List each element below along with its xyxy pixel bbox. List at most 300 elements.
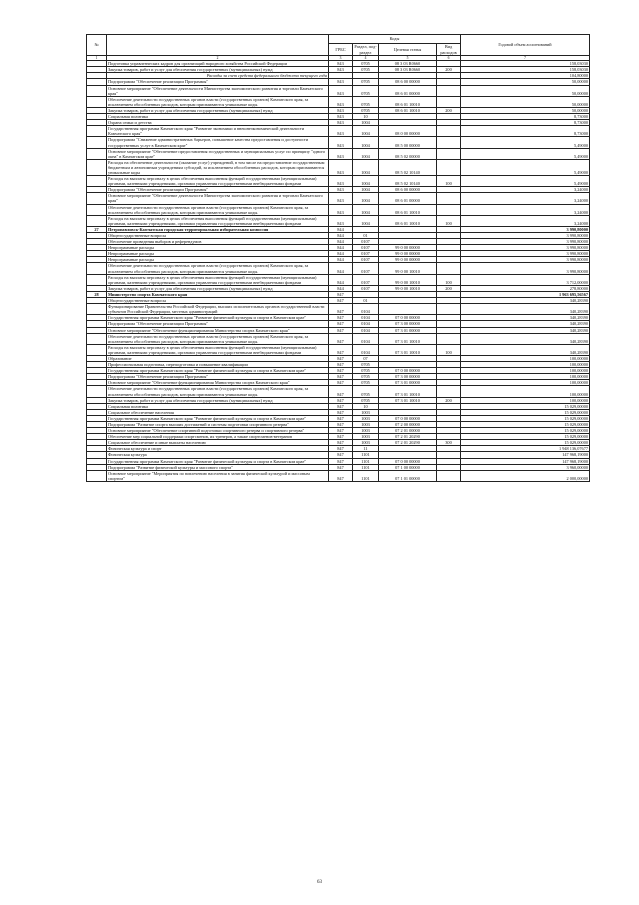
row-amount: 1 948 136,07677 [461, 446, 590, 452]
row-name: Закупка товаров, работ и услуг для обеспечения государственных (муниципальных) нужд [107, 107, 329, 113]
row-amount: 3 990,80000 [461, 245, 590, 251]
row-amount: 340,28390 [461, 321, 590, 327]
header-num: № [87, 35, 107, 56]
row-razdel: 0705 [353, 397, 379, 403]
row-grbs: 847 [329, 298, 353, 304]
row-grbs: 847 [329, 362, 353, 368]
row-name: Расходы за счет средств федерального бюджета текущего года [107, 73, 329, 79]
row-grbs: 847 [329, 452, 353, 458]
row-target: 99 0 00 10010 [379, 285, 437, 291]
row-number [87, 274, 107, 285]
row-name: Основное мероприятие "Обеспечение деятельности Министерства экономического развития и торговли Камчатского края" [107, 85, 329, 96]
row-name: Государственная программа Камчатского края "Развитие физической культуры и спорта в Камчатском крае" [107, 415, 329, 421]
row-razdel: 01 [353, 233, 379, 239]
row-grbs: 844 [329, 274, 353, 285]
row-name: Обеспечение деятельности государственных органов власти (государственных органов) Камчатского края, за исключением обособленных расходов, которым присваиваются уникальные коды. [107, 333, 329, 344]
row-razdel: 0104 [353, 344, 379, 355]
row-razdel: 0705 [353, 96, 379, 107]
row-razdel: 01 [353, 298, 379, 304]
table-body [87, 61, 590, 482]
row-amount: 3 990,80000 [461, 239, 590, 245]
row-grbs: 844 [329, 226, 353, 232]
row-razdel: 1004 [353, 120, 379, 126]
row-razdel: 0705 [353, 368, 379, 374]
budget-table [86, 34, 590, 482]
row-amount: 340,28390 [461, 327, 590, 333]
row-number [87, 215, 107, 226]
row-razdel: 0104 [353, 321, 379, 327]
row-grbs: 843 [329, 193, 353, 204]
table-row [87, 215, 590, 226]
index-cell: 2 [107, 56, 329, 61]
row-name: Социальное обеспечение и иные выплаты населению [107, 440, 329, 446]
row-grbs: 847 [329, 422, 353, 428]
row-name: Основное мероприятие "Обеспечение функционирования Министерства спорта Камчатского края" [107, 380, 329, 386]
row-grbs: 844 [329, 251, 353, 257]
row-amount: 15 029,00000 [461, 415, 590, 421]
row-number [87, 304, 107, 315]
row-number [87, 386, 107, 397]
row-vid [437, 137, 461, 148]
row-vid [437, 148, 461, 159]
row-amount: 1 963 695,56567 [461, 291, 590, 297]
table-row [87, 470, 590, 481]
row-razdel: 1003 [353, 428, 379, 434]
row-name: Подпрограмма "Обеспечение реализации Программы" [107, 374, 329, 380]
header-razdel: Раздел, под-раздел [354, 44, 377, 55]
row-amount: 100,00000 [461, 368, 590, 374]
row-name: Обеспечение проведения выборов и референдумов [107, 239, 329, 245]
row-amount: 104,80000 [461, 73, 590, 79]
row-grbs: 847 [329, 440, 353, 446]
row-razdel: 1004 [353, 126, 379, 137]
row-grbs: 844 [329, 263, 353, 274]
row-amount: 158,03030 [461, 61, 590, 67]
row-target: 07 2 01 20290 [379, 440, 437, 446]
row-razdel: 0705 [353, 107, 379, 113]
row-grbs: 847 [329, 458, 353, 464]
row-grbs: 847 [329, 403, 353, 409]
row-number [87, 85, 107, 96]
row-vid [437, 204, 461, 215]
row-razdel: 0107 [353, 285, 379, 291]
row-name: Закупка товаров, работ и услуг для обеспечения государственных (муниципальных) нужд [107, 397, 329, 403]
row-amount: 100,00000 [461, 374, 590, 380]
row-target: 07 2 01 00000 [379, 428, 437, 434]
row-name: Непрограммные расходы [107, 257, 329, 263]
row-grbs: 847 [329, 470, 353, 481]
row-target: 99 0 00 10010 [379, 263, 437, 274]
row-razdel: 0705 [353, 386, 379, 397]
row-grbs: 844 [329, 233, 353, 239]
row-name: Физическая культура и спорт [107, 446, 329, 452]
row-target: 08 6 00 00000 [379, 79, 437, 85]
row-target: 08 3 03 R0660 [379, 61, 437, 67]
row-amount: 100,00000 [461, 397, 590, 403]
row-vid: 100 [437, 344, 461, 355]
row-vid [437, 96, 461, 107]
row-amount: 50,00000 [461, 79, 590, 85]
row-name: Общегосударственные вопросы [107, 233, 329, 239]
row-amount: 50,00000 [461, 85, 590, 96]
row-name: Министерство спорта Камчатского края [107, 291, 329, 297]
row-number [87, 137, 107, 148]
row-amount: 15 029,00000 [461, 403, 590, 409]
row-name: Социальное обеспечение населения [107, 409, 329, 415]
row-razdel: 0107 [353, 274, 379, 285]
row-grbs: 847 [329, 315, 353, 321]
row-name: Государственная программа Камчатского края "Развитие физической культуры и спорта в Камчатском крае" [107, 315, 329, 321]
index-cell: 4 [353, 56, 379, 61]
row-grbs: 847 [329, 386, 353, 397]
row-name: Подпрограмма "Обеспечение реализации Программы" [107, 187, 329, 193]
row-target: 08 6 01 10010 [379, 204, 437, 215]
row-razdel: 0107 [353, 263, 379, 274]
row-target: 08 6 00 00000 [379, 187, 437, 193]
row-grbs: 847 [329, 304, 353, 315]
row-target: 07 0 00 00000 [379, 315, 437, 321]
row-target: 07 3 00 00000 [379, 374, 437, 380]
row-amount: 340,28390 [461, 298, 590, 304]
row-name: Образование [107, 355, 329, 361]
row-name: Обеспечение деятельности государственных органов власти (государственных органов) Камчатского края, за исключением обособленных расходов, которым присваиваются уникальные коды. [107, 204, 329, 215]
row-grbs: 844 [329, 285, 353, 291]
row-number [87, 159, 107, 175]
row-amount: 5,49000 [461, 148, 590, 159]
row-amount: 3 990,80000 [461, 226, 590, 232]
row-name: Петропавловск-Камчатская городская территориальная избирательная комиссия [107, 226, 329, 232]
row-amount: 340,28390 [461, 344, 590, 355]
row-name: Обеспечение мер социальной поддержки спортсменов, их тренеров, а также спортсменов-ветеранов [107, 434, 329, 440]
row-name: Основное мероприятие "Обеспечение спортивной подготовки спортивного резерва и спортивного резерва" [107, 428, 329, 434]
row-target: 99 0 00 00000 [379, 245, 437, 251]
row-razdel: 0705 [353, 380, 379, 386]
row-amount: 8,73000 [461, 120, 590, 126]
row-razdel: 0705 [353, 67, 379, 73]
row-target: 07 3 01 00000 [379, 380, 437, 386]
row-grbs: 843 [329, 137, 353, 148]
row-amount: 3 990,80000 [461, 257, 590, 263]
row-grbs: 843 [329, 79, 353, 85]
row-vid [437, 304, 461, 315]
row-amount: 340,28390 [461, 304, 590, 315]
row-name: Профессиональная подготовка, переподготовка и повышение квалификации [107, 362, 329, 368]
row-name: Подпрограмма "Снижение административных барьеров, повышение качества предоставления и доступности государственных услуг в Камчатском крае" [107, 137, 329, 148]
row-grbs: 843 [329, 148, 353, 159]
row-razdel: 1004 [353, 137, 379, 148]
row-grbs: 843 [329, 85, 353, 96]
row-name: Социальная политика [107, 403, 329, 409]
row-name: Подпрограмма "Обеспечение реализации Программы" [107, 79, 329, 85]
row-number [87, 126, 107, 137]
row-amount: 3,24000 [461, 204, 590, 215]
row-razdel: 1101 [353, 452, 379, 458]
row-number [87, 344, 107, 355]
row-grbs: 847 [329, 397, 353, 403]
table-row [87, 333, 590, 344]
row-target: 07 2 00 00000 [379, 422, 437, 428]
row-name: Расходы на выплаты персоналу в целях обеспечения выполнения функций государственными (муниципальными) органами, казенными учреждениями, органами управления государственными внебюджетными фондами [107, 215, 329, 226]
row-razdel: 1003 [353, 422, 379, 428]
header-volume: Годовой объем ассигнований [461, 35, 590, 56]
budget-table-page [86, 34, 589, 482]
row-amount: 3,24000 [461, 187, 590, 193]
row-grbs: 847 [329, 409, 353, 415]
row-amount: 5,49000 [461, 176, 590, 187]
row-name: Государственная программа Камчатского края "Развитие экономики и внешнеэкономической деятельности Камчатского края" [107, 126, 329, 137]
row-amount: 3 712,00000 [461, 274, 590, 285]
table-row [87, 137, 590, 148]
row-target: 07 3 01 10010 [379, 333, 437, 344]
row-razdel: 1004 [353, 193, 379, 204]
row-vid: 100 [437, 176, 461, 187]
row-name: Обеспечение деятельности государственных органов власти (государственных органов) Камчатского края, за исключением обособленных расходов, которым присваиваются уникальные коды. [107, 386, 329, 397]
index-cell: 5 [379, 56, 437, 61]
row-grbs: 844 [329, 239, 353, 245]
row-name: Физическая культура [107, 452, 329, 458]
row-grbs: 847 [329, 355, 353, 361]
row-amount: 3,24000 [461, 215, 590, 226]
header-target: Целевая статья [379, 44, 437, 56]
row-amount: 3 990,80000 [461, 251, 590, 257]
row-grbs: 847 [329, 374, 353, 380]
row-razdel: 0104 [353, 333, 379, 344]
page-number: 63 [317, 880, 322, 885]
row-name: Закупка товаров, работ и услуг для обеспечения государственных (муниципальных) нужд [107, 67, 329, 73]
row-vid [437, 470, 461, 481]
table-row [87, 126, 590, 137]
row-number [87, 333, 107, 344]
row-grbs: 847 [329, 321, 353, 327]
row-razdel: 0107 [353, 251, 379, 257]
row-target: 08 6 01 00000 [379, 85, 437, 96]
row-razdel: 0705 [353, 362, 379, 368]
row-amount: 147 968,19000 [461, 452, 590, 458]
row-number [87, 263, 107, 274]
row-grbs: 843 [329, 114, 353, 120]
row-target: 08 5 02 10140 [379, 176, 437, 187]
row-razdel: 1101 [353, 470, 379, 481]
row-grbs: 843 [329, 176, 353, 187]
row-target: 07 0 00 00000 [379, 415, 437, 421]
row-amount: 15 029,00000 [461, 428, 590, 434]
row-target: 07 0 00 00000 [379, 458, 437, 464]
table-header [87, 35, 590, 61]
row-vid [437, 126, 461, 137]
table-row [87, 386, 590, 397]
row-vid: 200 [437, 285, 461, 291]
row-grbs: 843 [329, 187, 353, 193]
row-name: Социальная политика [107, 114, 329, 120]
row-name: Обеспечение деятельности государственных органов власти (государственных органов) Камчатского края, за исключением обособленных расходов, которым присваиваются уникальные коды. [107, 263, 329, 274]
row-amount: 100,00000 [461, 362, 590, 368]
row-target: 08 0 00 00000 [379, 126, 437, 137]
header-codes: Коды [329, 35, 461, 44]
row-amount: 100,00000 [461, 386, 590, 397]
row-amount: 278,80000 [461, 285, 590, 291]
row-amount: 15 029,00000 [461, 440, 590, 446]
row-razdel: 0107 [353, 245, 379, 251]
row-name: Расходы на выплаты персоналу в целях обеспечения выполнения функций государственными (муниципальными) органами, казенными учреждениями, органами управления государственными внебюджетными фондами [107, 274, 329, 285]
row-name: Подпрограмма "Развитие физической культуры и массового спорта" [107, 464, 329, 470]
row-amount: 2 000,00000 [461, 470, 590, 481]
row-target: 07 1 00 00000 [379, 464, 437, 470]
row-vid: 200 [437, 397, 461, 403]
row-amount: 340,28390 [461, 315, 590, 321]
row-amount: 50,00000 [461, 96, 590, 107]
row-grbs: 847 [329, 464, 353, 470]
row-razdel: 1004 [353, 204, 379, 215]
table-row [87, 344, 590, 355]
row-name: Основное мероприятие "Мероприятия по вовлечению населения в занятия физической культурой и массовым спортом" [107, 470, 329, 481]
row-target: 08 6 01 10010 [379, 215, 437, 226]
row-target: 07 3 01 10010 [379, 397, 437, 403]
row-razdel: 0705 [353, 79, 379, 85]
row-razdel: 0104 [353, 304, 379, 315]
table-row [87, 148, 590, 159]
row-number [87, 96, 107, 107]
row-target: 99 0 00 00000 [379, 251, 437, 257]
row-target: 99 0 00 10010 [379, 274, 437, 285]
row-grbs: 847 [329, 368, 353, 374]
row-name: Функционирование Правительства Российской Федерации, высших исполнительных органов государственной власти субъектов Российской Федерации, местных администраций [107, 304, 329, 315]
row-name: Расходы на обеспечение деятельности (оказание услуг) учреждений, в том числе на предоставление государственным бюджетным и автономным учреждениям субсидий, за исключением обособленных расходов, которым присваиваются уникальные коды [107, 159, 329, 175]
row-amount: 50,00000 [461, 107, 590, 113]
row-grbs: 847 [329, 380, 353, 386]
row-name: Непрограммные расходы [107, 251, 329, 257]
row-vid: 200 [437, 67, 461, 73]
row-grbs: 843 [329, 61, 353, 67]
row-razdel: 10 [353, 114, 379, 120]
row-grbs: 844 [329, 245, 353, 251]
row-amount: 147 968,19000 [461, 458, 590, 464]
row-target: 08 5 02 10140 [379, 159, 437, 175]
header-grbs: ГРБС [329, 44, 353, 56]
row-number [87, 204, 107, 215]
row-vid [437, 159, 461, 175]
row-grbs: 843 [329, 215, 353, 226]
table-row [87, 304, 590, 315]
row-name: Общегосударственные вопросы [107, 298, 329, 304]
row-number [87, 148, 107, 159]
row-amount: 3 960,00000 [461, 464, 590, 470]
header-vid: Вид расходов [437, 44, 461, 56]
row-target: 07 1 01 00000 [379, 470, 437, 481]
row-razdel: 1004 [353, 159, 379, 175]
row-grbs: 847 [329, 434, 353, 440]
row-razdel: 1101 [353, 458, 379, 464]
row-name: Непрограммные расходы [107, 245, 329, 251]
table-row [87, 263, 590, 274]
row-number [87, 470, 107, 481]
row-grbs: 843 [329, 96, 353, 107]
row-vid [437, 193, 461, 204]
row-amount: 3,24000 [461, 193, 590, 204]
row-razdel: 1003 [353, 415, 379, 421]
row-grbs: 847 [329, 344, 353, 355]
row-target: 08 5 00 00000 [379, 137, 437, 148]
row-vid [437, 333, 461, 344]
row-amount: 15 029,00000 [461, 422, 590, 428]
row-name: Закупка товаров, работ и услуг для обеспечения государственных (муниципальных) нужд [107, 285, 329, 291]
row-razdel: 1004 [353, 176, 379, 187]
row-razdel: 1004 [353, 215, 379, 226]
header-name [107, 35, 329, 56]
row-amount: 5,49000 [461, 159, 590, 175]
row-grbs: 843 [329, 67, 353, 73]
row-amount: 158,03030 [461, 67, 590, 73]
row-amount: 100,00000 [461, 355, 590, 361]
index-cell: 1 [87, 56, 107, 61]
table-row [87, 193, 590, 204]
row-grbs: 843 [329, 107, 353, 113]
row-target: 07 3 01 00000 [379, 327, 437, 333]
row-name: Подпрограмма "Обеспечение реализации Программы" [107, 321, 329, 327]
row-number: 27 [87, 226, 107, 232]
row-grbs: 847 [329, 333, 353, 344]
table-row [87, 85, 590, 96]
row-amount: 8,73000 [461, 114, 590, 120]
row-name: Обеспечение деятельности государственных органов власти (государственных органов) Камчатского края, за исключением обособленных расходов, которым присваиваются уникальные коды. [107, 96, 329, 107]
table-row [87, 159, 590, 175]
row-number [87, 176, 107, 187]
row-razdel: 0705 [353, 85, 379, 96]
row-amount: 3 990,80000 [461, 263, 590, 274]
table-row [87, 176, 590, 187]
row-vid: 100 [437, 215, 461, 226]
row-name: Основное мероприятие "Обеспечение функционирования Министерства спорта Камчатского края" [107, 327, 329, 333]
row-grbs: 847 [329, 415, 353, 421]
row-amount: 3 990,80000 [461, 233, 590, 239]
row-amount: 15 029,00000 [461, 409, 590, 415]
row-razdel: 1003 [353, 440, 379, 446]
row-razdel: 07 [353, 355, 379, 361]
row-grbs: 843 [329, 159, 353, 175]
index-cell: 3 [329, 56, 353, 61]
row-amount: 100,00000 [461, 380, 590, 386]
row-name: Подпрограмма "Развитие спорта высших достижений и системы подготовки спортивного резерва" [107, 422, 329, 428]
row-razdel: 0705 [353, 61, 379, 67]
row-amount: 340,28390 [461, 333, 590, 344]
row-vid: 300 [437, 440, 461, 446]
row-number [87, 193, 107, 204]
row-target: 07 3 00 00000 [379, 321, 437, 327]
row-name: Охрана семьи и детства [107, 120, 329, 126]
row-amount: 5,49000 [461, 137, 590, 148]
row-razdel: 1101 [353, 464, 379, 470]
row-grbs: 847 [329, 291, 353, 297]
row-vid: 100 [437, 274, 461, 285]
row-razdel: 0104 [353, 315, 379, 321]
row-target [379, 304, 437, 315]
row-name: Подготовка управленческих кадров для организаций народного хозяйства Российской Федерации [107, 61, 329, 67]
row-grbs: 847 [329, 428, 353, 434]
row-amount: 15 029,00000 [461, 434, 590, 440]
row-name: Основное мероприятие "Обеспечение деятельности Министерства экономического развития и торговли Камчатского края" [107, 193, 329, 204]
row-grbs: 844 [329, 257, 353, 263]
index-cell: 7 [461, 56, 590, 61]
row-target: 08 5 02 00000 [379, 148, 437, 159]
row-name: Государственная программа Камчатского края "Развитие физической культуры и спорта в Камчатском крае" [107, 368, 329, 374]
row-amount: 8,73000 [461, 126, 590, 137]
row-vid [437, 263, 461, 274]
row-razdel: 11 [353, 446, 379, 452]
row-razdel: 0104 [353, 327, 379, 333]
row-target: 07 3 01 10010 [379, 386, 437, 397]
row-grbs: 843 [329, 126, 353, 137]
row-target: 08 3 03 R0660 [379, 67, 437, 73]
row-vid [437, 386, 461, 397]
